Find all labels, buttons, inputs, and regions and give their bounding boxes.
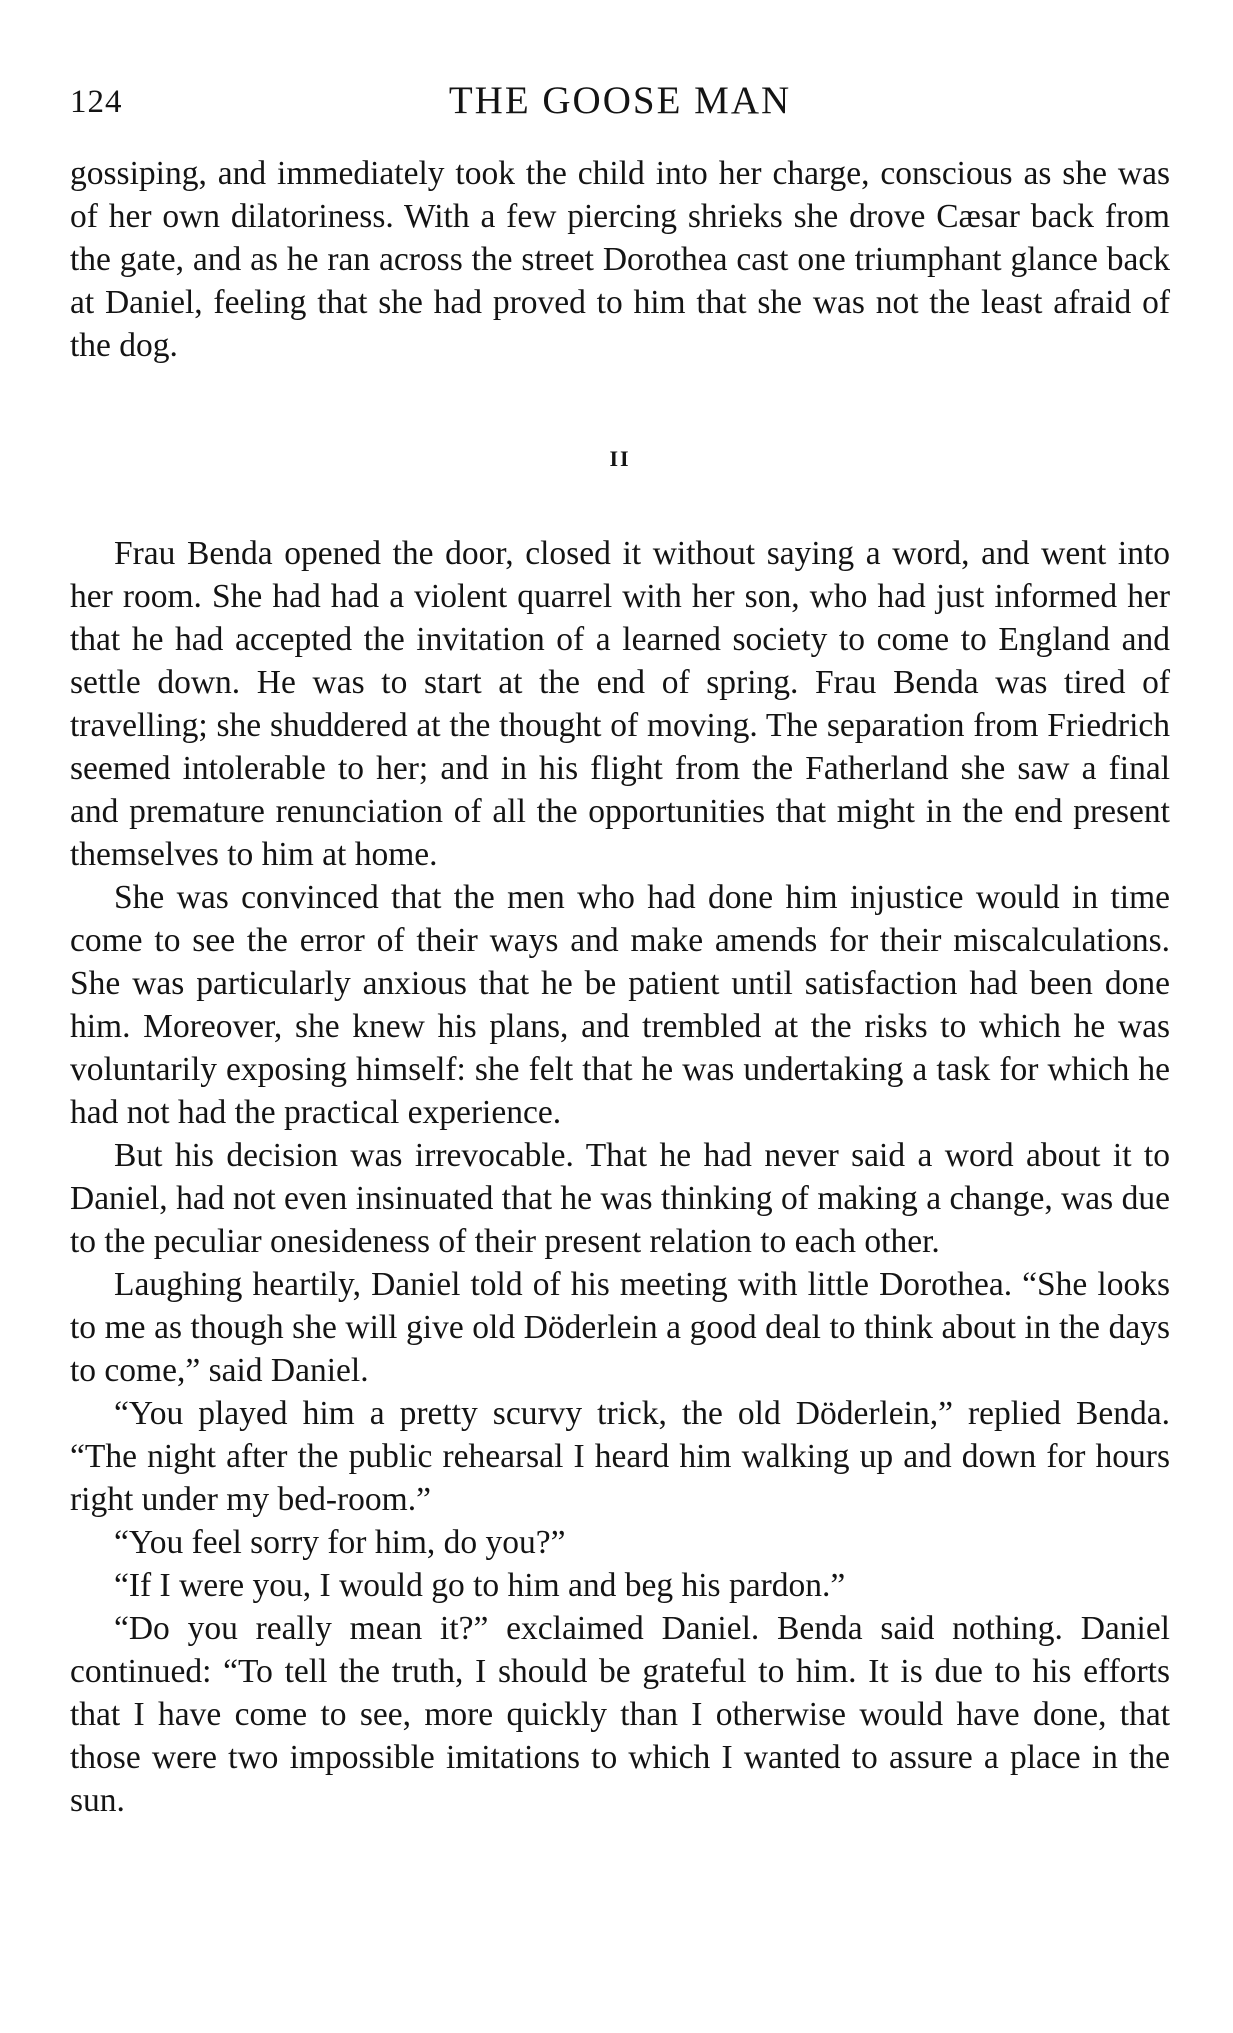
paragraph: “You feel sorry for him, do you?”: [114, 1524, 566, 1561]
body-text: [70, 152, 1170, 1822]
paragraph: But his decision was irrevocable. That he had never said a word about it to Daniel, had not even insinuated that he was thinking of making a change, was due to the peculiar onesideness of their present relation to each other.: [70, 1137, 1170, 1260]
book-page: [70, 78, 1170, 1822]
section-number: II: [609, 446, 631, 471]
running-title: THE GOOSE MAN: [448, 79, 792, 122]
page-number: 124: [70, 84, 123, 120]
paragraph: gossiping, and immediately took the child into her charge, conscious as she was of her own dilatoriness. With a few piercing shrieks she drove Cæsar back from the gate, and as he ran across the street Dorothea cast one triumphant glance back at Daniel, feeling that she had proved to him that she was not the least afraid of the dog.: [70, 155, 1170, 364]
paragraph: “Do you really mean it?” exclaimed Daniel. Benda said nothing. Daniel continued: “To tell the truth, I should be grateful to him. It is due to his efforts that I have come to see, more quickly than I otherwise would have done, that those were two impossible imitations to which I wanted to assure a place in the sun.: [70, 1610, 1170, 1819]
paragraph: Laughing heartily, Daniel told of his meeting with little Dorothea. “She looks to me as though she will give old Döderlein a good deal to think about in the days to come,” said Daniel.: [70, 1266, 1170, 1389]
paragraph: “You played him a pretty scurvy trick, the old Döderlein,” replied Benda. “The night after the public rehearsal I heard him walking up and down for hours right under my bed-room.”: [70, 1395, 1170, 1518]
paragraph: She was convinced that the men who had done him injustice would in time come to see the error of their ways and make amends for their miscalculations. She was particularly anxious that he be patient until satisfaction had been done him. Moreover, she knew his plans, and trembled at the risks to which he was voluntarily exposing himself: she felt that he was undertaking a task for which he had not had the practical experience.: [70, 879, 1170, 1131]
page-header: [70, 78, 1170, 138]
paragraph: Frau Benda opened the door, closed it without saying a word, and went into her room. She had had a violent quarrel with her son, who had just informed her that he had accepted the invitation of a learned society to come to England and settle down. He was to start at the end of spring. Frau Benda was tired of travelling; she shuddered at the thought of moving. The separation from Friedrich seemed intolerable to her; and in his flight from the Fatherland she saw a final and premature renunciation of all the opportunities that might in the end present themselves to him at home.: [70, 535, 1170, 873]
paragraph: “If I were you, I would go to him and beg his pardon.”: [114, 1567, 846, 1604]
